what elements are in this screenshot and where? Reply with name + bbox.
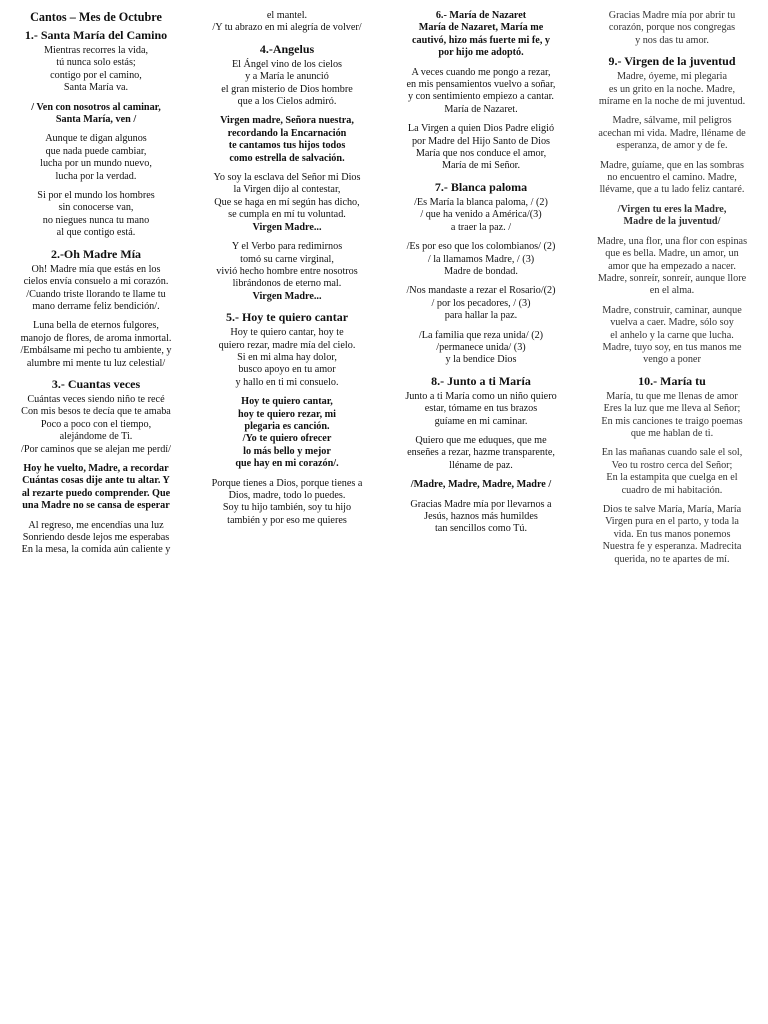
verse-line: Soy tu hijo también, soy tu hijo (222, 502, 352, 514)
verse-line: querida, no te apartes de mí. (614, 553, 730, 565)
verse-line: alejándome de Ti. (59, 431, 133, 443)
verse-line: enseñes a rezar, hazme transparente, (407, 447, 555, 459)
verse-line: amor que ha empezado a nacer. (608, 260, 736, 272)
verse-line: /La familia que reza unida/ (2) (418, 329, 544, 341)
verse-line: vida. En tus manos ponemos (613, 528, 731, 540)
verse-line: /Virgen tu eres la Madre, (617, 203, 727, 215)
stanza (5, 520, 187, 557)
verse-line: Oh! Madre mía que estás en los (31, 263, 161, 275)
verse-line: que me hablan de ti. (630, 427, 714, 439)
verse-line: Si en mi alma hay dolor, (237, 351, 337, 363)
verse-line: vengo a poner (643, 354, 701, 366)
verse-line: A veces cuando me pongo a rezar, (411, 66, 551, 78)
verse-line: esperanza, de amor y de fe. (616, 140, 728, 152)
verse-line: Virgen pura en el parto, y toda la (605, 516, 739, 528)
chorus-stanza (196, 396, 378, 470)
verse-line: cautivó, hizo más fuerte mi fe, y (411, 34, 551, 46)
verse-line: no encuentro el camino. Madre, (607, 172, 737, 184)
verse-line: y nos das tu amor. (635, 34, 709, 46)
verse-line: quiero rezar, madre mía del cielo. (218, 339, 356, 351)
verse-line: Hoy te quiero cantar, hoy te (230, 327, 344, 339)
stanza (581, 447, 763, 497)
stanza (5, 264, 187, 314)
stanza (390, 67, 572, 117)
verse-line: Madre, tuyo soy, en tus manos me (602, 341, 742, 353)
chorus-stanza (390, 10, 572, 60)
stanza (196, 172, 378, 234)
verse-line: Quiero que me eduques, que me (415, 434, 547, 446)
stanza (196, 10, 378, 35)
verse-line: Eres la luz que me lleva al Señor; (603, 403, 741, 415)
verse-line: /Es María la blanca paloma, / (2) (414, 196, 548, 208)
verse-line: Hoy he vuelto, Madre, a recordar (23, 462, 169, 474)
stanza (390, 123, 572, 173)
stanza (581, 391, 763, 441)
stanza (390, 391, 572, 428)
chorus-stanza (196, 115, 378, 165)
verse-line: Luna bella de eternos fulgores, (33, 320, 159, 332)
stanza (390, 241, 572, 278)
verse-line: Sonriendo desde lejos me esperabas (22, 532, 170, 543)
verse-line: Hoy te quiero cantar, (241, 396, 333, 408)
verse-line: vuelva a caer. Madre, sólo soy (610, 317, 734, 329)
stanza (390, 499, 572, 536)
verse-line: lléname de paz. (449, 459, 513, 471)
verse-line: el mantel. (266, 10, 308, 21)
verse-line: María de mi Señor. (441, 160, 521, 172)
verse-line: al que contigo está. (56, 227, 136, 239)
verse-line: Gracias Madre mía por llevarnos a (410, 498, 552, 510)
refrain-cue: Virgen Madre... (252, 290, 322, 302)
song-heading: 7.- Blanca paloma (434, 179, 528, 194)
verse-line: por hijo me adoptó. (438, 47, 524, 59)
verse-line: llévame, que a tu lado feliz cantaré. (599, 184, 745, 196)
verse-line: guíame en mi caminar. (434, 415, 528, 427)
stanza (581, 236, 763, 298)
verse-line: tan sencillos como Tú. (434, 523, 528, 535)
verse-line: María, tu que me llenas de amor (606, 390, 738, 402)
verse-line: el gran misterio de Dios hombre (221, 83, 353, 95)
verse-line: por Madre del Hijo Santo de Dios (411, 135, 551, 147)
verse-line: Jesús, haznos más humildes (424, 511, 538, 522)
column-1 (5, 10, 187, 564)
verse-line: en mis pensamientos vuelvo a soñar, (406, 79, 556, 91)
verse-line: La Virgen a quien Dios Padre eligió (407, 123, 555, 135)
verse-line: Si por el mundo los hombres (37, 190, 155, 202)
verse-line: Santa María va. (63, 82, 129, 94)
verse-line: manojo de flores, de aroma inmortal. (20, 332, 172, 344)
verse-line: María que nos conduce el amor, (415, 148, 547, 160)
verse-line: /Madre, Madre, Madre, Madre / (410, 479, 552, 491)
verse-line: no niegues nunca tu mano (42, 214, 150, 226)
verse-line: para hallar la paz. (444, 310, 518, 322)
stanza (581, 10, 763, 47)
stanza (390, 330, 572, 367)
verse-line: contigo por el camino, (50, 69, 142, 81)
stanza (581, 115, 763, 152)
verse-line: Que se haga en mí según has dicho, (214, 196, 360, 208)
verse-line: María de Nazaret. (444, 103, 518, 115)
verse-line: Veo tu rostro cerca del Señor; (611, 459, 733, 471)
verse-line: Nuestra fe y esperanza. Madrecita (602, 541, 742, 553)
verse-line: /Cuando triste llorando te llame tu (26, 288, 166, 300)
verse-line: mano derrame feliz bendición/. (32, 300, 160, 312)
chorus-stanza (5, 102, 187, 127)
verse-line: acechan mi vida. Madre, lléname de (598, 127, 746, 139)
stanza (581, 160, 763, 197)
stanza (581, 504, 763, 566)
song-heading: 3.- Cuantas veces (51, 376, 141, 391)
verse-line: Dios, madre, todo lo puedes. (228, 490, 346, 501)
verse-line: a traer la paz. / (450, 221, 512, 233)
verse-line: En las mañanas cuando sale el sol, (601, 447, 743, 459)
refrain-cue: Virgen Madre... (252, 221, 322, 233)
verse-line: como estrella de salvación. (229, 152, 345, 164)
verse-line: que hay en mi corazón/. (235, 458, 339, 470)
stanza (196, 241, 378, 303)
verse-line: corazón, porque nos congregas (608, 22, 736, 34)
verse-line: al rezarte puedo comprender. Que (21, 487, 171, 499)
verse-line: cuadro de mi habitación. (621, 484, 723, 496)
verse-line: Junto a ti María como un niño quiero (405, 390, 557, 402)
verse-line: Al regreso, me encendías una luz (28, 519, 164, 531)
verse-line: María de Nazaret, María me (418, 22, 544, 34)
verse-line: el anhelo y la carne que lucha. (610, 329, 734, 341)
song-heading: 9.- Virgen de la juventud (608, 54, 736, 69)
verse-line: Y el Verbo para redimirnos (231, 241, 343, 253)
verse-line: Madre de bondad. (444, 265, 518, 277)
verse-line: Dios te salve María, María, María (602, 504, 742, 515)
verse-line: librándonos de eterno mal. (232, 278, 342, 290)
verse-line: vivió hecho hombre entre nosotros (216, 265, 358, 277)
verse-line: Cuántas veces siendo niño te recé (27, 393, 165, 405)
column-3 (390, 10, 572, 543)
document-title: Cantos – Mes de Octubre (30, 10, 162, 24)
stanza (196, 59, 378, 109)
verse-line: 6.- María de Nazaret (435, 10, 527, 21)
stanza (5, 190, 187, 240)
column-2 (196, 10, 378, 534)
verse-line: Aunque te digan algunos (45, 133, 147, 145)
verse-line: Porque tienes a Dios, porque tienes a (211, 477, 363, 489)
verse-line: En la estampita que cuelga en el (606, 472, 738, 484)
verse-line: Gracias Madre mía por abrir tu (608, 10, 736, 21)
verse-line: Mientras recorres la vida, (43, 45, 149, 56)
verse-line: / que ha venido a América/(3) (420, 209, 542, 221)
stanza (5, 320, 187, 370)
song-heading: 8.- Junto a ti María (431, 373, 531, 388)
verse-line: una Madre no se cansa de esperar (22, 500, 170, 512)
verse-line: se cumpla en mí tu voluntad. (228, 209, 346, 221)
verse-line: cielos envía consuelo a mi corazón. (23, 276, 169, 288)
verse-line: y con sentimiento empiezo a cantar. (408, 91, 554, 103)
chorus-stanza (581, 204, 763, 229)
verse-line: Madre, una flor, una flor con espinas (596, 235, 748, 247)
verse-line: /Yo te quiero ofrecer (242, 433, 332, 445)
verse-line: Madre, guíame, que en las sombras (600, 159, 744, 171)
verse-line: Cuántas cosas dije ante tu altar. Y (22, 475, 170, 487)
verse-line: Madre, sálvame, mil peligros (612, 115, 732, 127)
verse-line: Poco a poco con el tiempo, (40, 418, 152, 430)
verse-line: /permanece unida/ (3) (436, 341, 526, 353)
verse-line: lucha por la verdad. (55, 170, 137, 182)
verse-line: Virgen madre, Señora nuestra, (220, 115, 354, 127)
verse-line: Santa María, ven / (55, 114, 137, 126)
verse-line: lucha por un mundo nuevo, (40, 158, 152, 170)
verse-line: / Ven con nosotros al caminar, (31, 101, 161, 113)
song-heading: 2.-Oh Madre Mía (50, 246, 142, 261)
stanza (390, 435, 572, 472)
verse-line: recordando la Encarnación (227, 127, 347, 139)
verse-line: alumbre mi mente tu luz celestial/ (26, 357, 166, 369)
verse-line: y hallo en ti mi consuelo. (235, 376, 339, 388)
verse-line: la Virgen dijo al contestar, (233, 184, 341, 196)
verse-line: Yo soy la esclava del Señor mi Dios (213, 172, 361, 184)
verse-line: que es bella. Madre, un amor, un (605, 248, 739, 260)
song-heading: 5.- Hoy te quiero cantar (225, 310, 349, 325)
verse-line: /Y tu abrazo en mi alegría de volver/ (212, 22, 362, 34)
stanza (390, 285, 572, 322)
verse-line: Madre, construir, caminar, aunque (602, 304, 742, 316)
verse-line: plegaria es canción. (244, 420, 330, 432)
song-heading: 1.- Santa María del Camino (24, 28, 168, 42)
verse-line: En mis canciones te traigo poemas (601, 415, 743, 427)
verse-line: que a los Cielos admiró. (237, 96, 337, 108)
stanza (5, 394, 187, 456)
stanza (196, 327, 378, 389)
song-heading: 4.-Angelus (259, 41, 315, 56)
verse-line: y la bendice Dios (445, 354, 517, 366)
verse-line: /Embálsame mi pecho tu ambiente, y (20, 345, 172, 357)
verse-line: tú nunca solo estás; (56, 57, 136, 69)
stanza (196, 478, 378, 528)
verse-line: hoy te quiero rezar, mi (238, 408, 336, 420)
verse-line: El Ángel vino de los cielos (231, 58, 343, 70)
verse-line: mírame en la noche de mi juventud. (598, 96, 746, 108)
stanza (581, 71, 763, 108)
song-heading: 10.- María tu (638, 373, 706, 388)
verse-line: que nada puede cambiar, (45, 145, 147, 157)
chorus-stanza (5, 463, 187, 513)
verse-line: / la llamamos Madre, / (3) (427, 253, 535, 265)
verse-line: y a María le anunció (245, 71, 329, 83)
verse-line: /Por caminos que se alejan me perdí/ (21, 443, 171, 455)
verse-line: en el alma. (649, 285, 695, 297)
verse-line: es un grito en la noche. Madre, (608, 83, 736, 95)
verse-line: En la mesa, la comida aún caliente y (21, 544, 171, 556)
chorus-stanza (390, 479, 572, 491)
verse-line: busco apoyo en tu amor (238, 364, 336, 376)
verse-line: estar, tómame en tus brazos (424, 403, 538, 415)
verse-line: también y por eso me quieres (227, 514, 347, 526)
verse-line: lo más bello y mejor (243, 445, 331, 457)
stanza (390, 197, 572, 234)
verse-line: Con mis besos te decía que te amaba (21, 406, 171, 418)
verse-line: Madre, óyeme, mi plegaria (616, 71, 728, 83)
verse-line: Madre, sonreír, sonreír, aunque llore (597, 272, 747, 284)
column-4 (581, 10, 763, 573)
verse-line: sin conocerse van, (58, 202, 134, 214)
stanza (5, 133, 187, 183)
stanza (5, 45, 187, 95)
verse-line: /Nos mandaste a rezar el Rosario/(2) (406, 285, 556, 297)
verse-line: Madre de la juventud/ (623, 216, 721, 228)
verse-line: / por los pecadores, / (3) (431, 297, 531, 309)
verse-line: te cantamos tus hijos todos (228, 140, 346, 152)
verse-line: /Es por eso que los colombianos/ (2) (406, 241, 556, 253)
stanza (581, 305, 763, 367)
verse-line: tomó su carne virginal, (240, 253, 334, 265)
